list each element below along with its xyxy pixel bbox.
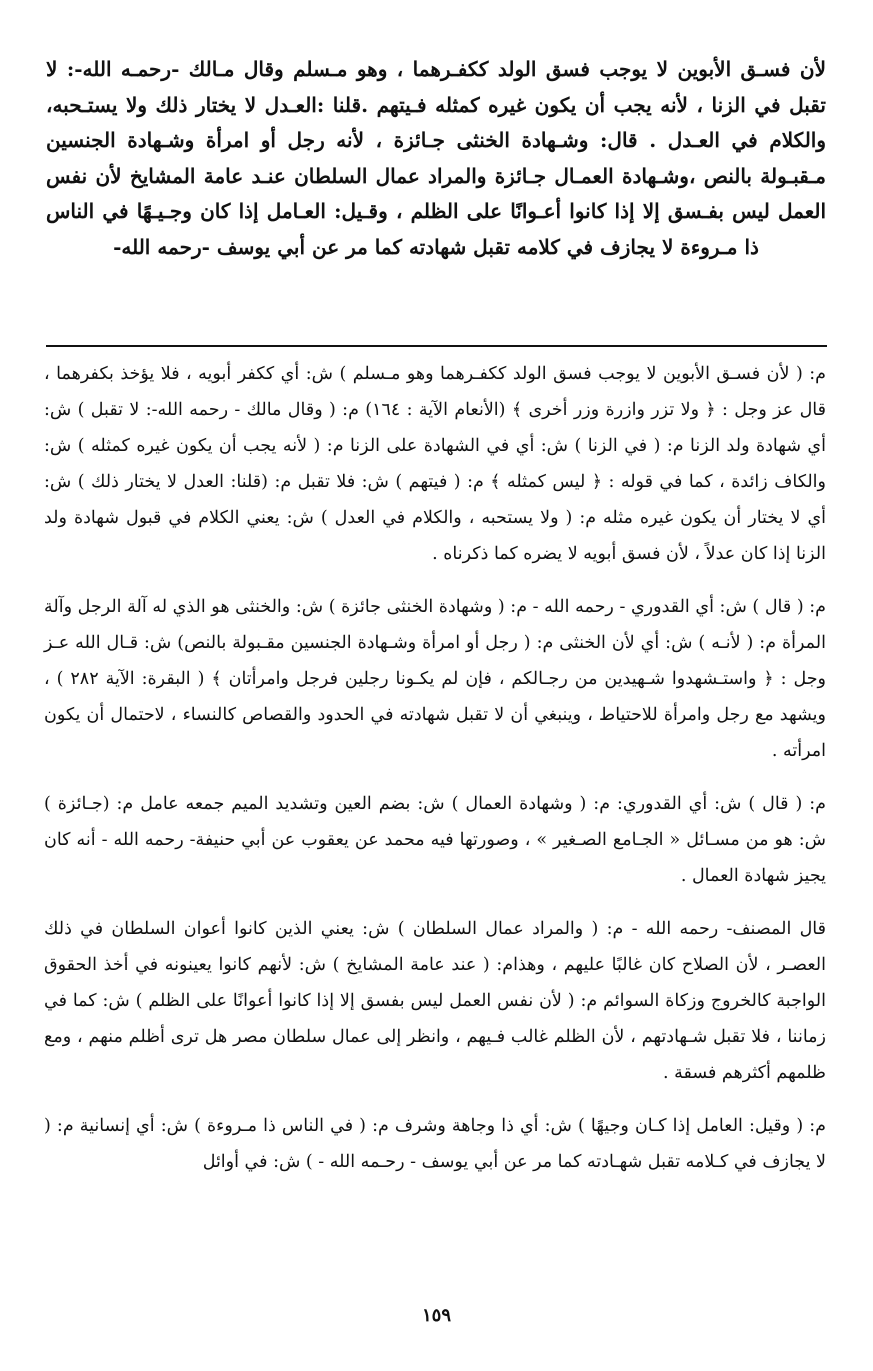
commentary-paragraph: م: ( وقيل: العامل إذا كـان وجيهًا ) ش: أي ذا وجاهة وشرف م: ( في الناس ذا مـروءة ) ش: أي إنسانية م: ( لا يجازف في كـلامه تقبل شهـادته كما مر عن أبي يوسف - رحـمه الله - ) ش: في أوائل [44, 1116, 826, 1172]
commentary-paragraph: قال المصنف- رحمه الله - م: ( والمراد عمال السلطان ) ش: يعني الذين كانوا أعوان السلطان في ذلك العصـر ، لأن الصلاح كان غالبًا عليهم ، وهذام: ( عند عامة المشايخ ) ش: لأنهم كانوا يعينونه في أخذ الحقوق الواجبة كالخروج وزكاة السوائم م: ( لأن نفس العمل ليس بفسق إلا إذا كانوا أعوانًا على الظلم ) ش: كما في زماننا ، فلا تقبل شـهادتهم ، لأن الظلم غالب فـيهم ، وانظر إلى عمال سلطان مصر هل ترى أظلم منهم ، ومع ظلمهم أكثرهم فسقة . [44, 919, 826, 1083]
separator-line [46, 345, 827, 347]
main-text-block [46, 52, 826, 265]
main-text: لأن فسـق الأبوين لا يوجب فسق الولد ككفـرهما ، وهو مـسلم وقال مـالك -رحمـه الله-: لا تقبل في الزنا ، لأنه يجب أن يكون غيره كمثله فـيتهم .قلنا :العـدل لا يختار ذلك ولا يستـحبه، والكلام في العـدل . قال: وشـهادة الخنثى جـائزة ، لأنه رجل أو امرأة وشـهادة الجنسين مـقبـولة بالنص ،وشـهادة العمـال جـائزة والمراد عمال السلطان عنـد عامة المشايخ لأن نفس العمل ليس بفـسق إلا إذا كانوا أعـوانًا على الظلم ، وقـيل: العـامل إذا كان وجـيـهًا في الناس ذا مـروءة لا يجازف في كلامه تقبل شهادته كما مر عن أبي يوسف -رحمه الله- [46, 57, 827, 259]
commentary-paragraph: م: ( قال ) ش: أي القدوري: م: ( وشهادة العمال ) ش: بضم العين وتشديد الميم جمعه عامل م: (جـائزة ) ش: هو من مسـائل « الجـامع الصـغير » ، وصورتها فيه محمد عن يعقوب عن أبي حنيفة- رحمه الله - أنه كان يجيز شهادة العمال . [44, 794, 826, 886]
page-number: ١٥٩ [421, 1305, 451, 1326]
commentary-paragraph: م: ( قال ) ش: أي القدوري - رحمه الله - م: ( وشهادة الخنثى جائزة ) ش: والخنثى هو الذي له آلة الرجل وآلة المرأة م: ( لأنـه ) ش: أي لأن الخنثى م: ( رجل أو امرأة وشـهادة الجنسين مقـبولة بالنص) ش: قـال الله عـز وجل : ﴿ واستـشهدوا شـهيدين من رجـالكم ، فإن لم يكـونا رجلين فرجل وامرأتان ﴾ ( البقرة: الآية ٢٨٢ ) ، ويشهد مع رجل وامرأة للاحتياط ، وينبغي أن لا تقبل شهادته في الحدود والقصاص كالنساء ، لاحتمال أن يكون امرأته . [44, 597, 827, 761]
commentary-paragraph: م: ( لأن فسـق الأبوين لا يوجب فسق الولد ككفـرهما وهو مـسلم ) ش: أي ككفر أبويه ، فلا يؤخذ بكفرهما ، قال عز وجل : ﴿ ولا تزر وازرة وزر أخرى ﴾ (الأنعام الآية : ١٦٤) م: ( وقال مالك - رحمه الله-: لا تقبل ) ش: أي شهادة ولد الزنا م: ( في الزنا ) ش: أي في الشهادة على الزنا م: ( لأنه يجب أن يكون غيره كمثله ) ش: والكاف زائدة ، كما في قوله : ﴿ ليس كمثله ﴾ م: ( فيتهم ) ش: فلا تقبل م: (قلنا: العدل لا يختار ذلك ) ش: أي لا يختار أن يكون غيره مثله م: ( ولا يستحبه ، والكلام في العدل ) ش: يعني الكلام في قبول شهادة ولد الزنا إذا كان عدلاً ، لأن فسق أبويه لا يضره كما ذكرناه . [44, 364, 826, 564]
commentary-block [44, 356, 826, 1197]
